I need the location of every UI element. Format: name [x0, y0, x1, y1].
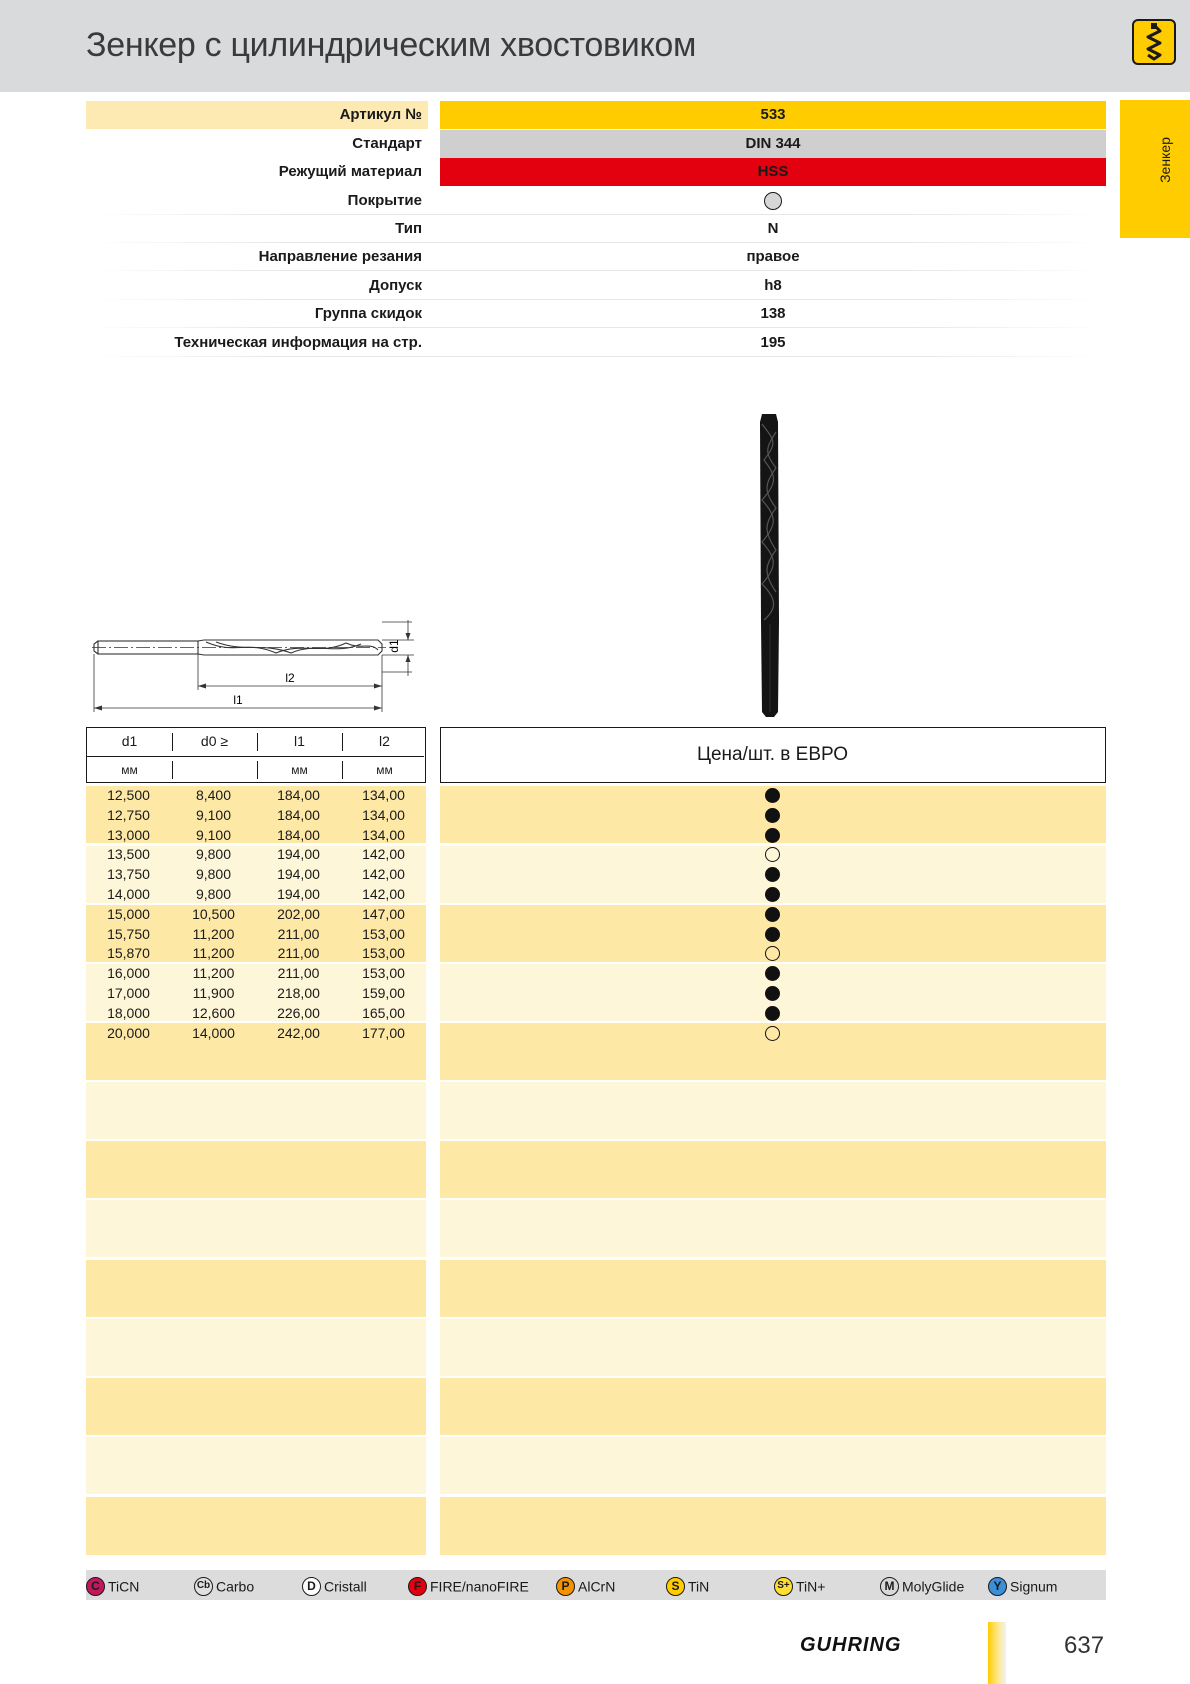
table-band [86, 1378, 426, 1435]
spec-value: 138 [760, 305, 786, 322]
cell-l1: 184,00 [277, 787, 320, 803]
cell-d1: 16,000 [107, 965, 150, 982]
in-stock-dot-icon [765, 927, 780, 942]
table-row[interactable] [86, 904, 426, 924]
cell-l2: 153,00 [362, 965, 405, 982]
legend-label: TiN [688, 1578, 710, 1595]
cell-d1: 13,000 [107, 826, 150, 843]
legend-item [774, 1574, 825, 1596]
cell-l2: 159,00 [362, 985, 405, 1001]
legend-label: TiN+ [796, 1578, 826, 1595]
legend-label: Carbo [216, 1578, 255, 1595]
cell-l2: 177,00 [362, 1024, 405, 1041]
spec-value [440, 187, 1106, 215]
column-header-l1: l1 [294, 733, 305, 749]
cell-l1: 184,00 [277, 806, 320, 823]
spec-row-coating [86, 187, 1106, 215]
cell-l2: 147,00 [362, 905, 405, 922]
spec-value: h8 [764, 277, 782, 294]
legend-item [556, 1574, 615, 1596]
table-row[interactable] [86, 825, 426, 845]
table-row[interactable] [86, 884, 426, 904]
cell-l1: 194,00 [277, 886, 320, 902]
cell-d0: 12,600 [192, 1004, 235, 1021]
legend-label: AlCrN [578, 1578, 616, 1595]
cell-d0: 8,400 [195, 787, 232, 803]
cell-d1: 20,000 [107, 1024, 150, 1041]
table-band [440, 1260, 1106, 1317]
page-number: 637 [1064, 1632, 1105, 1659]
spec-row-article [86, 101, 1106, 129]
table-band [86, 1200, 426, 1257]
spec-value: N [767, 220, 779, 237]
table-band [440, 1497, 1106, 1555]
cell-l1: 194,00 [277, 846, 320, 863]
in-stock-dot-icon [765, 907, 780, 922]
legend-item [302, 1574, 367, 1596]
in-stock-dot-icon [765, 1006, 780, 1021]
section-tab[interactable] [1120, 100, 1190, 238]
cell-d0: 11,900 [192, 985, 235, 1001]
cell-d0: 10,500 [192, 905, 235, 922]
cell-d1: 17,000 [107, 985, 150, 1001]
page-title: Зенкер с цилиндрическим хвостовиком [86, 26, 697, 64]
table-row[interactable] [86, 805, 426, 825]
cell-d0: 9,100 [195, 806, 232, 823]
price-header [440, 727, 1106, 783]
spec-value: 533 [440, 101, 1106, 129]
spec-label: Артикул № [339, 106, 422, 123]
cell-l1: 202,00 [277, 905, 320, 922]
table-band [86, 1497, 426, 1555]
cell-l2: 134,00 [362, 826, 405, 843]
table-band [440, 1319, 1106, 1376]
spec-value: правое [746, 248, 800, 265]
table-row[interactable] [86, 983, 426, 1003]
cell-d1: 12,500 [107, 787, 150, 803]
in-stock-dot-icon [765, 887, 780, 902]
spec-row-tolerance [86, 272, 1106, 300]
table-band [86, 1082, 426, 1139]
on-request-dot-icon [765, 1026, 780, 1041]
cell-l1: 211,00 [277, 925, 320, 942]
cell-d0: 11,200 [192, 945, 235, 962]
cell-l2: 153,00 [362, 945, 405, 962]
cell-d1: 18,000 [107, 1004, 150, 1021]
table-band [86, 1319, 426, 1376]
spec-label: Покрытие [347, 192, 422, 209]
spec-value: DIN 344 [440, 130, 1106, 158]
drawing-label-d1: d1 [387, 639, 401, 653]
drawing-label-l2: l2 [285, 671, 295, 685]
spec-label: Стандарт [352, 135, 422, 152]
cell-d1: 12,750 [107, 806, 150, 823]
cell-d0: 11,200 [192, 925, 235, 942]
table-band [86, 1437, 426, 1494]
cell-d0: 9,800 [195, 886, 232, 902]
table-row[interactable] [86, 1023, 426, 1043]
table-band [440, 1141, 1106, 1198]
coating-legend [86, 1570, 1106, 1600]
spec-label: Допуск [369, 277, 422, 294]
spec-label: Направление резания [258, 248, 422, 265]
spec-row-type [86, 215, 1106, 243]
cell-l2: 134,00 [362, 787, 405, 803]
spec-row-direction [86, 243, 1106, 271]
cell-l2: 142,00 [362, 886, 405, 902]
table-row[interactable] [86, 943, 426, 963]
cell-d0: 9,100 [195, 826, 232, 843]
spec-value: HSS [440, 158, 1106, 186]
legend-item [408, 1574, 529, 1596]
column-header-d0: d0 ≥ [200, 733, 229, 749]
footer-accent [988, 1622, 1006, 1684]
cell-l1: 226,00 [277, 1004, 320, 1021]
table-row[interactable] [86, 864, 426, 884]
legend-label: TiCN [108, 1578, 140, 1595]
in-stock-dot-icon [765, 828, 780, 843]
drill-bit-icon [1132, 19, 1176, 65]
column-header-l2: l2 [379, 733, 390, 749]
legend-item [666, 1574, 709, 1596]
table-header [86, 727, 426, 783]
spec-label: Группа скидок [314, 305, 422, 322]
coating-badge-icon: S+ [774, 1577, 793, 1596]
legend-label: Signum [1010, 1578, 1058, 1595]
unit-d1: мм [121, 763, 138, 777]
cell-d0: 11,200 [192, 965, 235, 982]
cell-l2: 142,00 [362, 846, 405, 863]
spec-label: Режущий материал [278, 163, 422, 180]
drill-product-image [752, 412, 792, 718]
spec-label: Техническая информация на стр. [174, 334, 422, 351]
coating-badge-icon: D [302, 1577, 321, 1596]
cell-l1: 218,00 [277, 985, 320, 1001]
table-band [440, 1437, 1106, 1494]
cell-l1: 194,00 [277, 866, 320, 883]
coating-badge-icon: M [880, 1577, 899, 1596]
cell-l1: 211,00 [277, 945, 320, 962]
coating-badge-icon: C [86, 1577, 105, 1596]
cell-l2: 153,00 [362, 925, 405, 942]
coating-badge-icon: P [556, 1577, 575, 1596]
in-stock-dot-icon [765, 808, 780, 823]
table-row[interactable] [86, 963, 426, 983]
coating-badge-icon: Cb [194, 1577, 213, 1596]
cell-d0: 9,800 [195, 866, 232, 883]
column-header-d1: d1 [121, 733, 138, 749]
spec-row-material [86, 158, 1106, 186]
spec-label: Тип [395, 220, 422, 237]
drawing-label-l1: l1 [233, 693, 243, 707]
table-row[interactable] [86, 924, 426, 944]
brand-logo: GUHRING [800, 1634, 902, 1656]
price-header-label: Цена/шт. в ЕВРО [696, 744, 849, 765]
technical-drawing [86, 620, 426, 715]
cell-l2: 134,00 [362, 806, 405, 823]
cell-d1: 13,500 [107, 846, 150, 863]
cell-l2: 142,00 [362, 866, 405, 883]
coating-badge-icon: Y [988, 1577, 1007, 1596]
cell-l2: 165,00 [362, 1004, 405, 1021]
spec-row-discount [86, 300, 1106, 328]
spec-row-standard [86, 130, 1106, 158]
cell-d1: 15,870 [107, 945, 150, 962]
legend-item [86, 1574, 139, 1596]
legend-item [880, 1574, 964, 1596]
cell-d1: 14,000 [107, 886, 150, 902]
table-band [440, 1200, 1106, 1257]
table-band [86, 1141, 426, 1198]
cell-d1: 13,750 [107, 866, 150, 883]
legend-item [988, 1574, 1057, 1596]
table-band [86, 1260, 426, 1317]
spec-value[interactable]: 195 [760, 334, 786, 351]
cell-d1: 15,750 [107, 925, 150, 942]
legend-item [194, 1574, 254, 1596]
section-tab-label: Зенкер [1156, 137, 1173, 183]
cell-l1: 242,00 [277, 1024, 320, 1041]
unit-l2: мм [376, 763, 393, 777]
table-row[interactable] [86, 1003, 426, 1023]
coating-badge-icon: S [666, 1577, 685, 1596]
spec-row-techinfo [86, 329, 1106, 357]
table-band [440, 1378, 1106, 1435]
table-row[interactable] [86, 844, 426, 864]
cell-l1: 211,00 [277, 965, 320, 982]
table-band [440, 1082, 1106, 1139]
in-stock-dot-icon [765, 788, 780, 803]
in-stock-dot-icon [765, 986, 780, 1001]
legend-label: FIRE/nanoFIRE [430, 1578, 529, 1595]
coating-badge-icon: F [408, 1577, 427, 1596]
cell-d1: 15,000 [107, 905, 150, 922]
unit-l1: мм [291, 763, 308, 777]
cell-d0: 9,800 [195, 846, 232, 863]
legend-label: MolyGlide [902, 1578, 965, 1595]
cell-d0: 14,000 [192, 1024, 235, 1041]
gray-circle-icon [764, 192, 782, 210]
table-row[interactable] [86, 785, 426, 805]
cell-l1: 184,00 [277, 826, 320, 843]
legend-label: Cristall [324, 1578, 367, 1595]
